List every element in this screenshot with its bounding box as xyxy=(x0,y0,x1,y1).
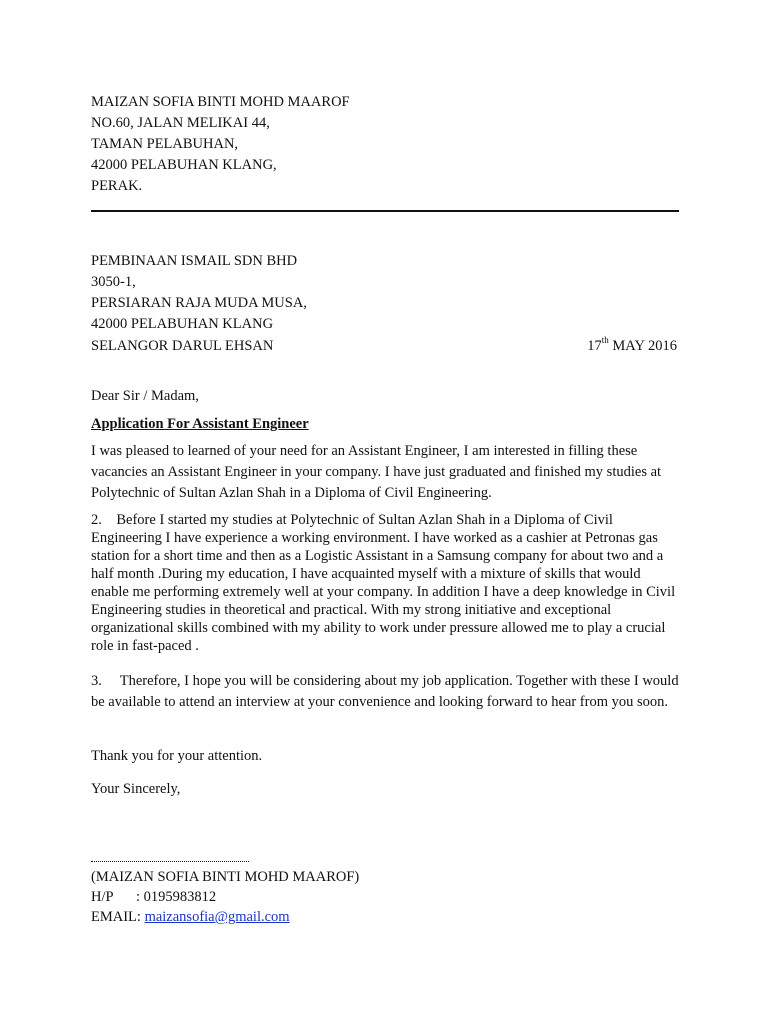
header-divider xyxy=(91,210,679,212)
signature-line xyxy=(91,861,249,862)
date-day: 17 xyxy=(587,338,602,354)
date-month-year: MAY 2016 xyxy=(612,338,677,354)
sender-address-line4: PERAK. xyxy=(91,178,143,194)
phone-value: : 0195983812 xyxy=(136,889,217,905)
recipient-address-line2: PERSIARAN RAJA MUDA MUSA, xyxy=(91,295,307,311)
body-paragraph-2: 2. Before I started my studies at Polytechnic of Sultan Azlan Shah in a Diploma of Civil Engineering I have experience a working environment. I have worked as a cashier at Petronas gas station for a short time and then as a Logistic Assistant in a Samsung company for about two and a half month .During my education, I have acquainted myself with a mixture of skills that would enable me performing extremely well at your company. In addition I have a deep knowledge in Civil Engineering studies in theoretical and practical. With my strong initiative and exceptional organizational skills combined with my ability to work under pressure allowed me to play a crucial role in fast-paced . xyxy=(91,512,679,654)
subject-line: Application For Assistant Engineer xyxy=(91,416,309,432)
thanks-line: Thank you for your attention. xyxy=(91,748,263,764)
sender-address-line2: TAMAN PELABUHAN, xyxy=(91,136,239,152)
sender-address-line3: 42000 PELABUHAN KLANG, xyxy=(91,157,277,173)
signature-email xyxy=(91,907,290,927)
salutation: Dear Sir / Madam, xyxy=(91,388,199,404)
recipient-address-line4: SELANGOR DARUL EHSAN xyxy=(91,338,274,354)
recipient-company: PEMBINAAN ISMAIL SDN BHD xyxy=(91,253,298,269)
signature-phone xyxy=(91,887,216,907)
body-paragraph-1: I was pleased to learned of your need for an Assistant Engineer, I am interested in filling these vacancies an Assistant Engineer in your company. I have just graduated and finished my studies at Polytechnic of Sultan Azlan Shah in a Diploma of Civil Engineering. xyxy=(91,443,662,501)
email-label: EMAIL: xyxy=(91,909,145,925)
letter-date xyxy=(587,336,677,356)
date-suffix: th xyxy=(601,335,609,345)
recipient-address-line3: 42000 PELABUHAN KLANG xyxy=(91,316,274,332)
body-paragraph-3: 3. Therefore, I hope you will be considering about my job application. Together with these I would be available to attend an interview at your convenience and looking forward to hear from you soon. xyxy=(91,673,683,710)
signature-name: (MAIZAN SOFIA BINTI MOHD MAAROF) xyxy=(91,869,360,885)
sender-name: MAIZAN SOFIA BINTI MOHD MAAROF xyxy=(91,94,350,110)
sender-address-line1: NO.60, JALAN MELIKAI 44, xyxy=(91,115,270,131)
phone-label: H/P xyxy=(91,889,114,905)
closing-line: Your Sincerely, xyxy=(91,781,181,797)
recipient-address-line1: 3050-1, xyxy=(91,274,136,290)
email-link[interactable]: maizansofia@gmail.com xyxy=(144,909,290,925)
